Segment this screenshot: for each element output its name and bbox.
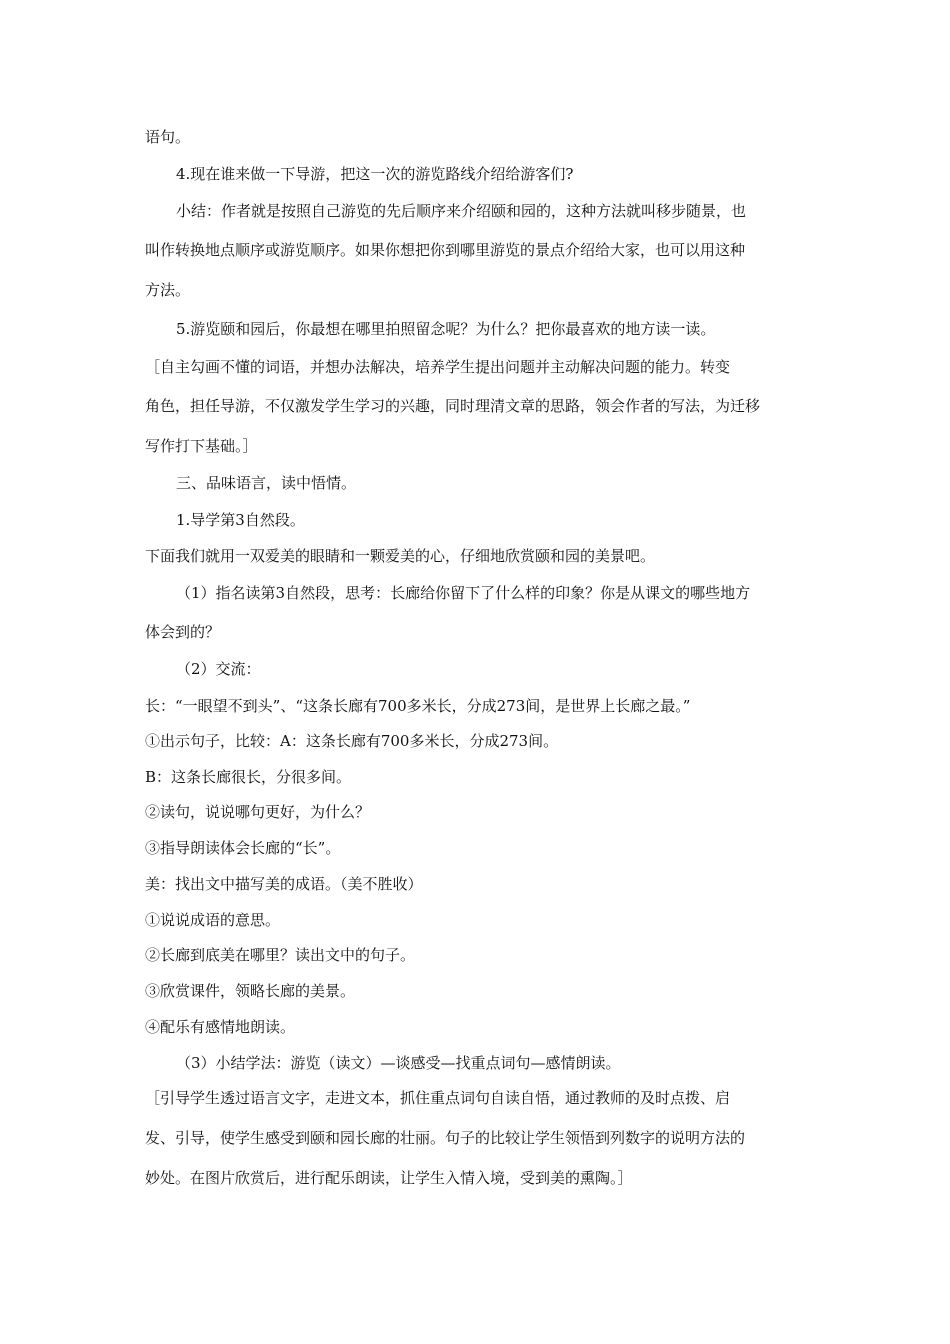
text-line: 发、引导，使学生感受到颐和园长廊的壮丽。句子的比较让学生领悟到列数字的说明方法的 bbox=[145, 1129, 746, 1147]
text-line: 美：找出文中描写美的成语。（美不胜收） bbox=[145, 875, 423, 893]
text-line: （1）指名读第3自然段，思考：长廊给你留下了什么样的印象？你是从课文的哪些地方 bbox=[176, 584, 751, 602]
text-line: 小结：作者就是按照自己游览的先后顺序来介绍颐和园的，这种方法就叫移步随景，也 bbox=[176, 202, 747, 220]
text-line: ②长廊到底美在哪里？读出文中的句子。 bbox=[145, 946, 416, 964]
text-line: 写作打下基础。］ bbox=[145, 437, 258, 455]
text-line: 4.现在谁来做一下导游，把这一次的游览路线介绍给游客们? bbox=[176, 165, 574, 183]
text-line: （2）交流： bbox=[176, 660, 261, 678]
text-line: （3）小结学法：游览（读文）—谈感受—找重点词句—感情朗读。 bbox=[176, 1054, 621, 1072]
text-line: 语句。 bbox=[145, 128, 191, 146]
text-line: 长：“一眼望不到头”、“这条长廊有700多米长，分成273间，是世界上长廊之最。” bbox=[145, 697, 691, 715]
text-line: ①出示句子，比较：A：这条长廊有700多米长，分成273间。 bbox=[145, 732, 559, 750]
text-line: ③指导朗读体会长廊的“长”。 bbox=[145, 839, 341, 857]
text-line: 体会到的？ bbox=[145, 623, 221, 641]
text-line: 叫作转换地点顺序或游览顺序。如果你想把你到哪里游览的景点介绍给大家，也可以用这种 bbox=[145, 241, 746, 259]
text-line: ①说说成语的意思。 bbox=[145, 911, 281, 929]
text-line: 角色，担任导游，不仅激发学生学习的兴趣，同时理清文章的思路，领会作者的写法，为迁移 bbox=[145, 397, 761, 415]
text-line: 下面我们就用一双爱美的眼睛和一颗爱美的心，仔细地欣赏颐和园的美景吧。 bbox=[145, 547, 656, 565]
text-line: ［引导学生透过语言文字，走进文本，抓住重点词句自读自悟，通过教师的及时点拨、启 bbox=[145, 1089, 731, 1107]
text-line: ［自主勾画不懂的词语，并想办法解决，培养学生提出问题并主动解决问题的能力。转变 bbox=[145, 358, 731, 376]
text-line: ④配乐有感情地朗读。 bbox=[145, 1018, 296, 1036]
text-line: 5.游览颐和园后，你最想在哪里拍照留念呢？为什么？把你最喜欢的地方读一读。 bbox=[176, 320, 716, 338]
text-line: ③欣赏课件，领略长廊的美景。 bbox=[145, 982, 356, 1000]
text-line: 妙处。在图片欣赏后，进行配乐朗读，让学生入情入境，受到美的熏陶。］ bbox=[145, 1169, 633, 1187]
text-line: ②读句，说说哪句更好，为什么？ bbox=[145, 803, 371, 821]
text-line: 方法。 bbox=[145, 281, 191, 299]
section-heading: 三、品味语言，读中悟情。 bbox=[176, 474, 357, 492]
text-line: 1.导学第3自然段。 bbox=[176, 511, 305, 529]
text-line: B：这条长廊很长，分很多间。 bbox=[145, 768, 352, 786]
